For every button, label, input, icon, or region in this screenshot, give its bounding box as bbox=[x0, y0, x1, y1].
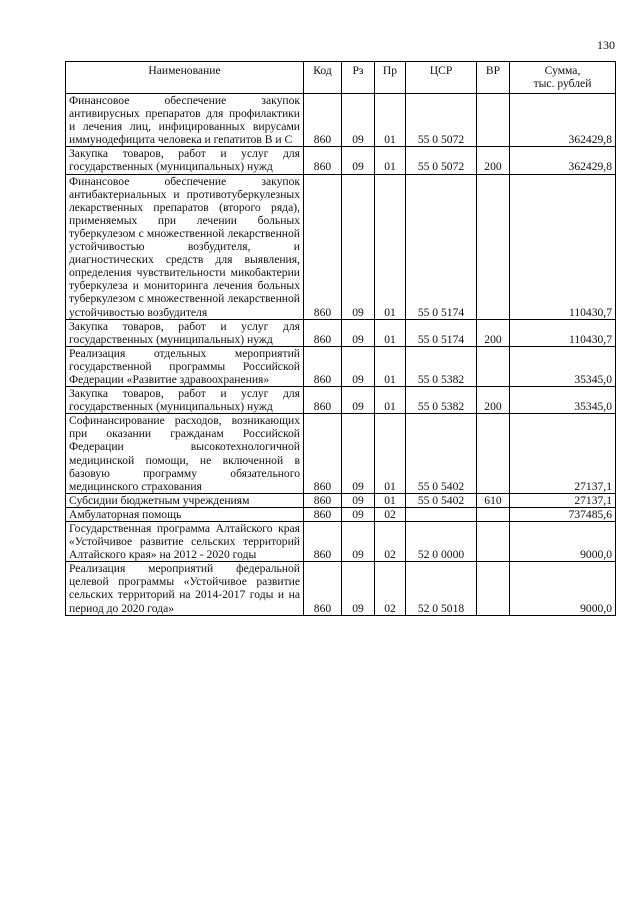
row-csr: 55 0 5174 bbox=[406, 174, 477, 319]
row-rz: 09 bbox=[342, 174, 375, 319]
row-pr: 01 bbox=[375, 94, 406, 147]
header-sum bbox=[510, 62, 616, 94]
row-vr bbox=[477, 522, 510, 562]
table-body bbox=[66, 94, 616, 616]
row-pr: 01 bbox=[375, 387, 406, 414]
row-rz: 09 bbox=[342, 319, 375, 346]
table-row bbox=[66, 94, 616, 147]
row-csr bbox=[406, 507, 477, 521]
header-sum-line2: тыс. рублей bbox=[533, 77, 592, 90]
row-name: Софинансирование расходов, возникающих при оказании гражданам Российской Федерации высокотехнологичной медицинской помощи, не включенной в базовую программу обязательного медицинского страхования bbox=[66, 414, 304, 494]
row-pr: 01 bbox=[375, 414, 406, 494]
row-rz: 09 bbox=[342, 346, 375, 386]
row-rz: 09 bbox=[342, 414, 375, 494]
row-csr: 52 0 5018 bbox=[406, 562, 477, 615]
row-name: Субсидии бюджетным учреждениям bbox=[66, 493, 304, 507]
row-rz: 09 bbox=[342, 387, 375, 414]
row-code: 860 bbox=[304, 147, 342, 174]
header-sum-line1: Сумма, bbox=[544, 64, 581, 77]
row-sum: 27137,1 bbox=[510, 493, 616, 507]
row-sum: 110430,7 bbox=[510, 174, 616, 319]
row-code: 860 bbox=[304, 414, 342, 494]
row-csr: 55 0 5402 bbox=[406, 493, 477, 507]
row-sum: 27137,1 bbox=[510, 414, 616, 494]
row-vr: 200 bbox=[477, 387, 510, 414]
row-name: Государственная программа Алтайского края «Устойчивое развитие сельских территорий Алтайского края» на 2012 - 2020 годы bbox=[66, 522, 304, 562]
row-rz: 09 bbox=[342, 94, 375, 147]
row-sum: 35345,0 bbox=[510, 346, 616, 386]
row-csr: 55 0 5402 bbox=[406, 414, 477, 494]
row-pr: 01 bbox=[375, 174, 406, 319]
row-rz: 09 bbox=[342, 493, 375, 507]
table-row bbox=[66, 346, 616, 386]
row-vr bbox=[477, 507, 510, 521]
row-code: 860 bbox=[304, 522, 342, 562]
table-row bbox=[66, 147, 616, 174]
row-name: Закупка товаров, работ и услуг для государственных (муниципальных) нужд bbox=[66, 387, 304, 414]
row-name: Финансовое обеспечение закупок антибактериальных и противотуберкулезных лекарственных препаратов (второго ряда), применяемых при лечении больных туберкулезом с множественной лекарственной устойчивостью возбудителя, и диагностических средств для выявления, определения чувствительности микобактерии туберкулеза и мониторинга лечения больных туберкулезом с множественной лекарственной устойчивостью возбудителя bbox=[66, 174, 304, 319]
row-sum: 9000,0 bbox=[510, 562, 616, 615]
row-vr bbox=[477, 346, 510, 386]
row-csr: 55 0 5072 bbox=[406, 147, 477, 174]
row-vr: 610 bbox=[477, 493, 510, 507]
row-vr bbox=[477, 94, 510, 147]
table-row bbox=[66, 414, 616, 494]
row-code: 860 bbox=[304, 174, 342, 319]
row-pr: 02 bbox=[375, 522, 406, 562]
row-code: 860 bbox=[304, 507, 342, 521]
row-name: Амбулаторная помощь bbox=[66, 507, 304, 521]
row-rz: 09 bbox=[342, 147, 375, 174]
row-sum: 9000,0 bbox=[510, 522, 616, 562]
budget-table bbox=[65, 61, 616, 616]
table-row bbox=[66, 493, 616, 507]
table-row bbox=[66, 562, 616, 615]
row-csr: 55 0 5072 bbox=[406, 94, 477, 147]
table-row bbox=[66, 319, 616, 346]
row-code: 860 bbox=[304, 346, 342, 386]
row-sum: 110430,7 bbox=[510, 319, 616, 346]
row-sum: 737485,6 bbox=[510, 507, 616, 521]
row-pr: 01 bbox=[375, 346, 406, 386]
row-rz: 09 bbox=[342, 507, 375, 521]
header-rz: Рз bbox=[342, 62, 375, 94]
row-pr: 01 bbox=[375, 147, 406, 174]
row-pr: 01 bbox=[375, 319, 406, 346]
table-header bbox=[66, 62, 616, 94]
table-row bbox=[66, 507, 616, 521]
row-pr: 01 bbox=[375, 493, 406, 507]
header-name: Наименование bbox=[66, 62, 304, 94]
row-code: 860 bbox=[304, 94, 342, 147]
row-sum: 362429,8 bbox=[510, 94, 616, 147]
row-vr bbox=[477, 414, 510, 494]
row-name: Финансовое обеспечение закупок антивирусных препаратов для профилактики и лечения лиц, инфицированных вирусами иммунодефицита человека и гепатитов В и С bbox=[66, 94, 304, 147]
header-code: Код bbox=[304, 62, 342, 94]
page-number: 130 bbox=[597, 38, 615, 52]
header-vr: ВР bbox=[477, 62, 510, 94]
row-vr bbox=[477, 562, 510, 615]
row-code: 860 bbox=[304, 319, 342, 346]
row-vr: 200 bbox=[477, 147, 510, 174]
table-row bbox=[66, 522, 616, 562]
row-sum: 35345,0 bbox=[510, 387, 616, 414]
row-code: 860 bbox=[304, 562, 342, 615]
row-pr: 02 bbox=[375, 562, 406, 615]
row-name: Реализация мероприятий федеральной целевой программы «Устойчивое развитие сельских территорий на 2014-2017 годы и на период до 2020 года» bbox=[66, 562, 304, 615]
header-pr: Пр bbox=[375, 62, 406, 94]
row-vr bbox=[477, 174, 510, 319]
row-rz: 09 bbox=[342, 562, 375, 615]
row-name: Реализация отдельных мероприятий государственной программы Российской Федерации «Развитие здравоохранения» bbox=[66, 346, 304, 386]
row-csr: 55 0 5382 bbox=[406, 346, 477, 386]
row-rz: 09 bbox=[342, 522, 375, 562]
row-pr: 02 bbox=[375, 507, 406, 521]
row-sum: 362429,8 bbox=[510, 147, 616, 174]
row-name: Закупка товаров, работ и услуг для государственных (муниципальных) нужд bbox=[66, 147, 304, 174]
table-row bbox=[66, 174, 616, 319]
row-csr: 52 0 0000 bbox=[406, 522, 477, 562]
row-vr: 200 bbox=[477, 319, 510, 346]
row-code: 860 bbox=[304, 493, 342, 507]
row-name: Закупка товаров, работ и услуг для государственных (муниципальных) нужд bbox=[66, 319, 304, 346]
row-csr: 55 0 5382 bbox=[406, 387, 477, 414]
row-code: 860 bbox=[304, 387, 342, 414]
table-row bbox=[66, 387, 616, 414]
row-csr: 55 0 5174 bbox=[406, 319, 477, 346]
header-csr: ЦСР bbox=[406, 62, 477, 94]
